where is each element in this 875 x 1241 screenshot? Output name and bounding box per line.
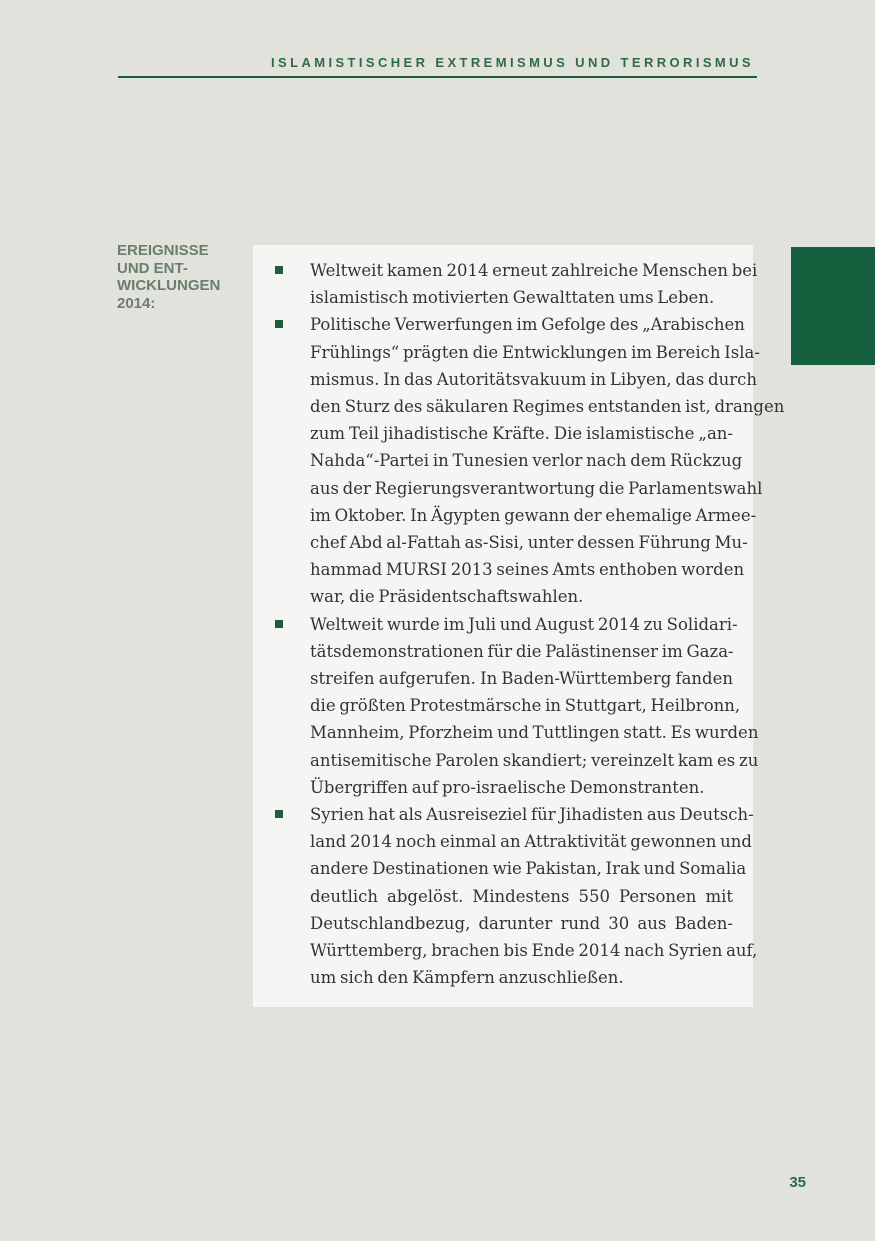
paragraph-line: im Oktober. In Ägypten gewann der ehemalige Armee- <box>310 505 757 525</box>
paragraph-line: Württemberg, brachen bis Ende 2014 nach Syrien auf, <box>310 941 758 960</box>
paragraph-line: Übergriffen auf pro-israelische Demonstranten. <box>310 777 705 797</box>
section-label-line: WICKLUNGEN <box>117 277 221 294</box>
square-bullet-icon <box>275 810 283 818</box>
paragraph-line: Frühlings“ prägten die Entwicklungen im Bereich Isla- <box>310 342 760 362</box>
section-label-line: UND ENT- <box>117 259 188 277</box>
paragraph-line: hammad MURSI 2013 seines Amts enthoben worden <box>310 560 745 580</box>
paragraph-line: islamistisch motivierten Gewalttaten ums Leben. <box>310 288 715 308</box>
paragraph-line: die größten Protestmärsche in Stuttgart, Heilbronn, <box>310 696 741 716</box>
chapter-side-tab <box>791 247 875 365</box>
page-number: 35 <box>789 1174 806 1191</box>
paragraph-line: Politische Verwerfungen im Gefolge des „Arabischen <box>310 315 745 335</box>
running-header-title: ISLAMISTISCHER EXTREMISMUS UND TERRORISMUS <box>271 55 754 70</box>
paragraph-line: land 2014 noch einmal an Attraktivität gewonnen und <box>310 832 752 852</box>
paragraph-line: Syrien hat als Ausreiseziel für Jihadisten aus Deutsch- <box>310 805 754 824</box>
paragraph-line: Deutschlandbezug, darunter rund 30 aus Baden- <box>310 913 733 933</box>
paragraph-line: Mannheim, Pforzheim und Tuttlingen statt. Es wurden <box>310 723 759 743</box>
paragraph-line: antisemitische Parolen skandiert; vereinzelt kam es zu <box>310 750 759 770</box>
paragraph-line: aus der Regierungsverantwortung die Parlamentswahl <box>310 478 763 498</box>
paragraph-line: zum Teil jihadistische Kräfte. Die islamistische „an- <box>310 424 733 444</box>
square-bullet-icon <box>275 266 283 274</box>
square-bullet-icon <box>275 320 283 328</box>
paragraph-line: chef Abd al-Fattah as-Sisi, unter dessen Führung Mu- <box>310 532 748 552</box>
paragraph-line: den Sturz des säkularen Regimes entstanden ist, drangen <box>310 396 785 416</box>
section-label-line: 2014: <box>117 294 156 312</box>
section-label-line: EREIGNISSE <box>117 242 209 259</box>
header-rule <box>118 76 757 78</box>
paragraph-line: Nahda“-Partei in Tunesien verlor nach dem Rückzug <box>310 451 743 471</box>
content-box <box>253 245 785 1007</box>
paragraph-line: um sich den Kämpfern anzuschließen. <box>310 968 624 988</box>
paragraph-line: tätsdemonstrationen für die Palästinenser im Gaza- <box>310 641 734 661</box>
paragraph-line: war, die Präsidentschaftswahlen. <box>310 587 584 607</box>
paragraph-line: mismus. In das Autoritätsvakuum in Libyen, das durch <box>310 369 757 389</box>
section-label <box>117 242 242 312</box>
paragraph-line: andere Destinationen wie Pakistan, Irak und Somalia <box>310 859 747 879</box>
paragraph-line: Weltweit kamen 2014 erneut zahlreiche Menschen bei <box>310 261 758 280</box>
square-bullet-icon <box>275 620 283 628</box>
paragraph-line: Weltweit wurde im Juli und August 2014 zu Solidari- <box>310 614 738 634</box>
paragraph-line: deutlich abgelöst. Mindestens 550 Personen mit <box>310 886 733 906</box>
paragraph-line: streifen aufgerufen. In Baden-Württemberg fanden <box>310 668 733 688</box>
